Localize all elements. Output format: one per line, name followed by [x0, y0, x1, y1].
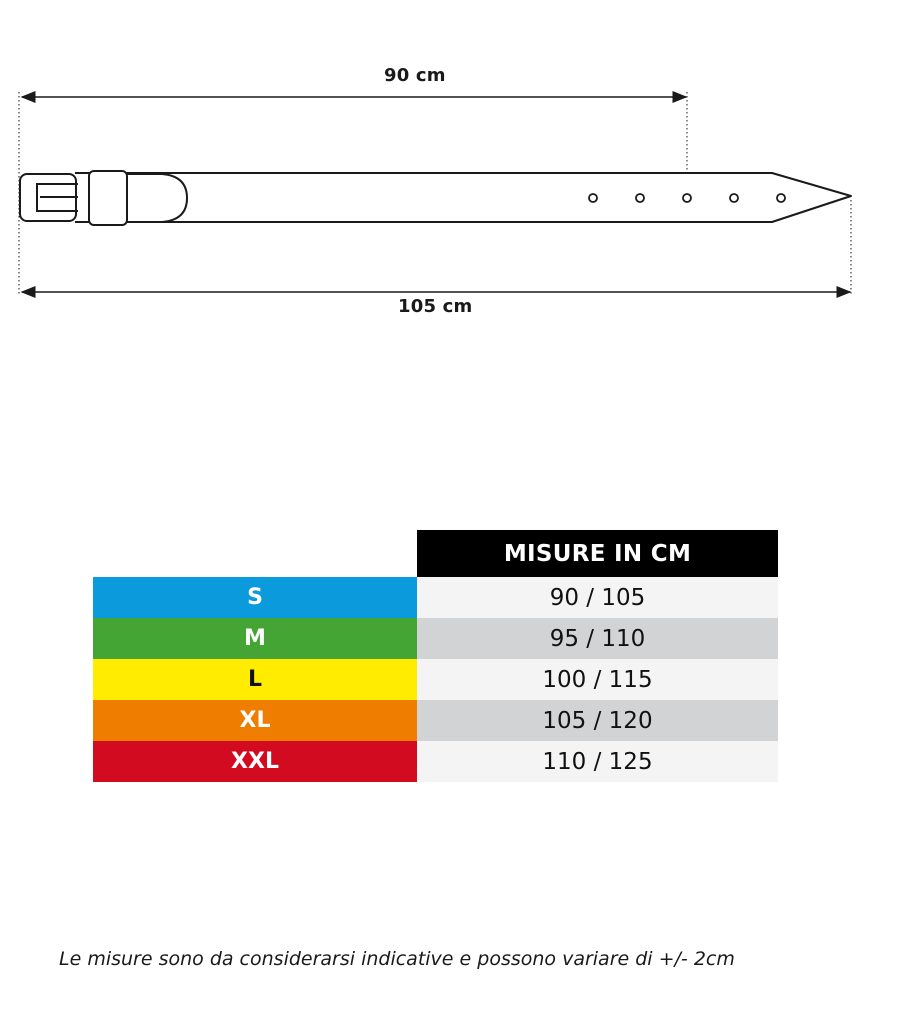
dimension-label-90: 90 cm — [384, 65, 446, 86]
dimension-label-105: 105 cm — [398, 296, 473, 317]
size-cell: M — [93, 618, 417, 659]
measure-cell: 105 / 120 — [417, 700, 778, 741]
belt-diagram — [0, 0, 903, 330]
belt-hole — [730, 194, 738, 202]
measure-cell: 110 / 125 — [417, 741, 778, 782]
size-cell: L — [93, 659, 417, 700]
measure-cell: 100 / 115 — [417, 659, 778, 700]
table-header: MISURE IN CM — [417, 530, 778, 577]
table-row — [93, 659, 778, 700]
belt-loop — [89, 171, 127, 225]
footnote: Le misure sono da considerarsi indicative e possono variare di +/- 2cm — [59, 948, 735, 970]
size-cell: XXL — [93, 741, 417, 782]
table-header-row — [93, 530, 778, 577]
table-header-blank — [93, 530, 417, 577]
size-cell: S — [93, 577, 417, 618]
belt-hole — [777, 194, 785, 202]
size-cell: XL — [93, 700, 417, 741]
table-row — [93, 700, 778, 741]
table-row — [93, 741, 778, 782]
measure-cell: 90 / 105 — [417, 577, 778, 618]
belt-hole — [636, 194, 644, 202]
belt-hole — [683, 194, 691, 202]
size-table — [93, 530, 778, 782]
belt-hole — [589, 194, 597, 202]
table-rows — [93, 577, 778, 782]
measure-cell: 95 / 110 — [417, 618, 778, 659]
table-row — [93, 577, 778, 618]
table-row — [93, 618, 778, 659]
